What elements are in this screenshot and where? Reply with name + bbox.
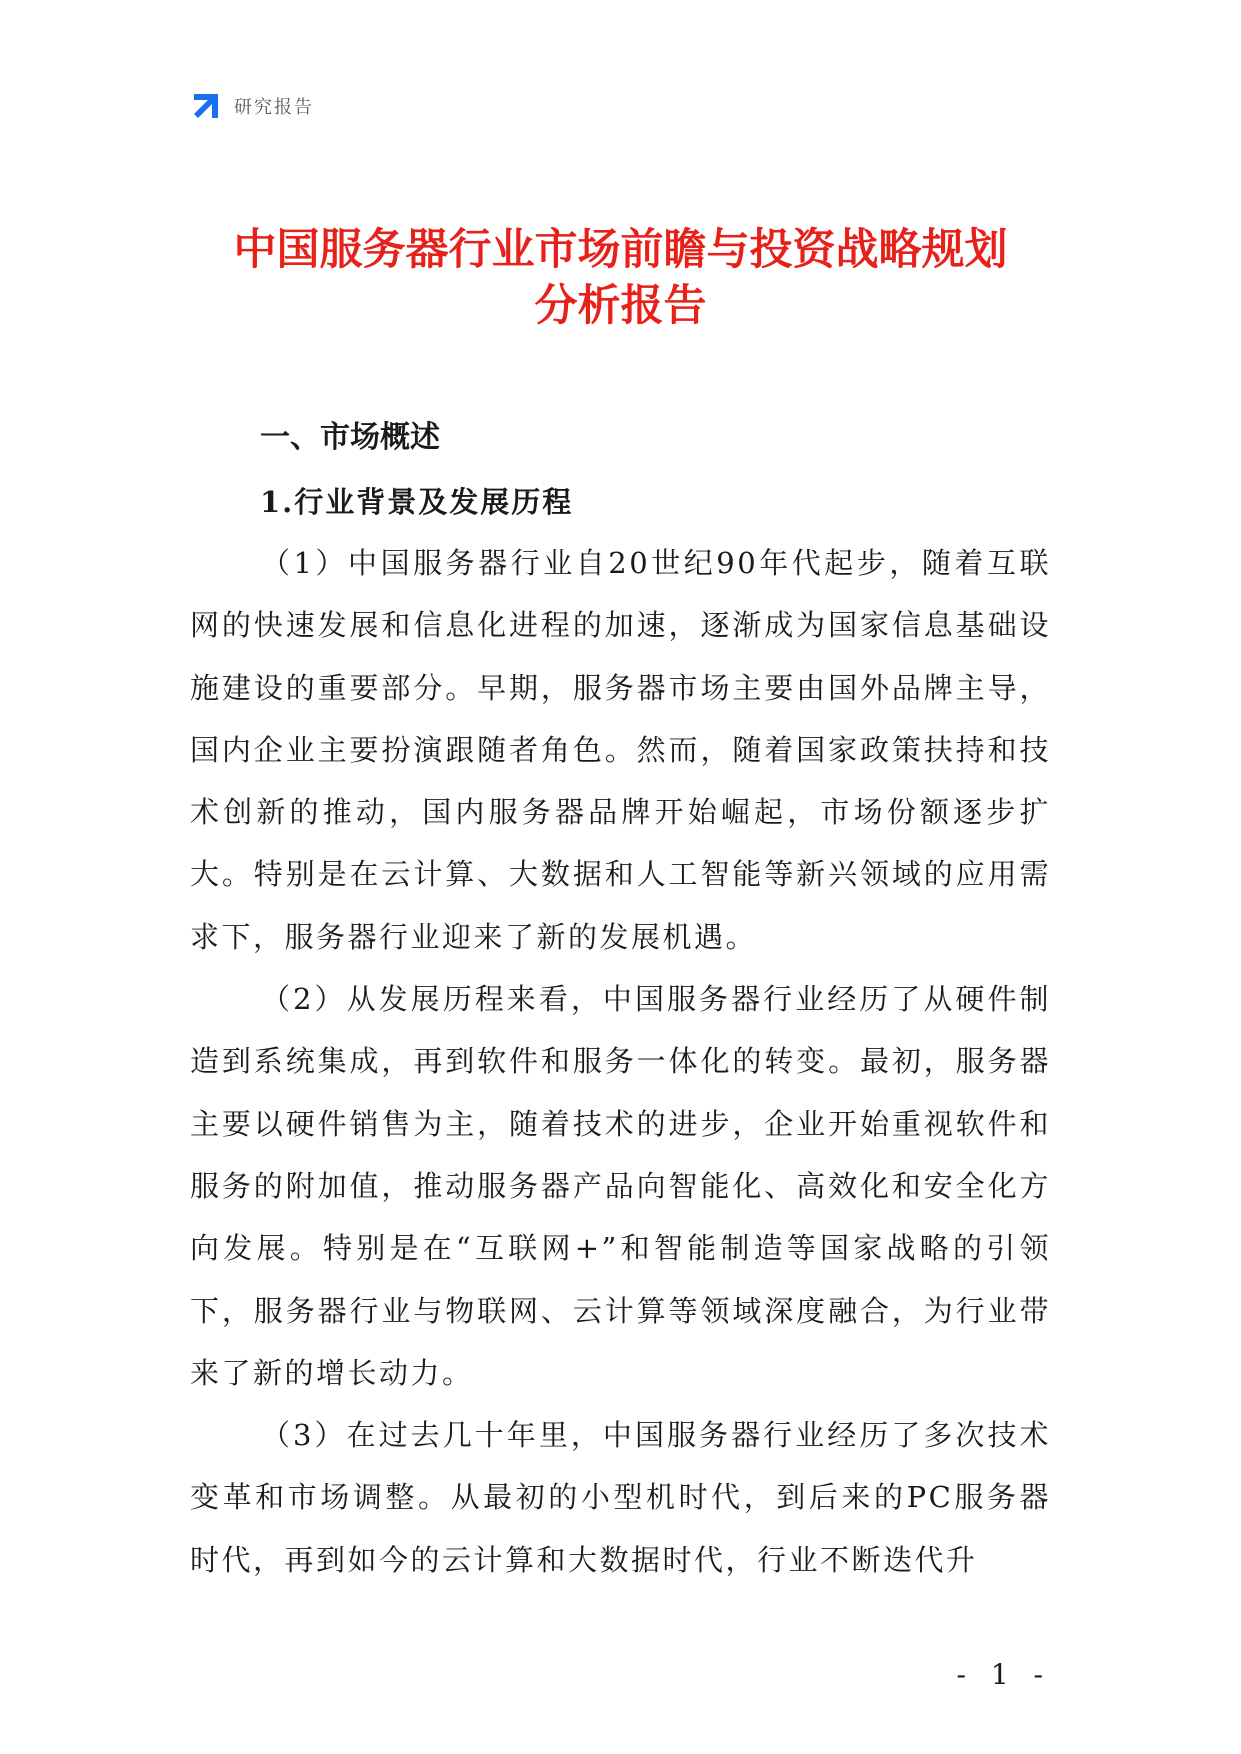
- page-number: - 1 -: [956, 1658, 1051, 1691]
- header-label: 研究报告: [234, 97, 314, 118]
- title-line-2: 分析报告: [534, 281, 707, 331]
- body-text: [190, 532, 1051, 1591]
- page-header: [190, 90, 314, 122]
- paragraph-2: （2）从发展历程来看，中国服务器行业经历了从硬件制造到系统集成，再到软件和服务一体化的转变。最初，服务器主要以硬件销售为主，随着技术的进步，企业开始重视软件和服务的附加值，推动服务器产品向智能化、高效化和安全化方向发展。特别是在“互联网+”和智能制造等国家战略的引领下，服务器行业与物联网、云计算等领域深度融合，为行业带来了新的增长动力。: [190, 982, 1051, 1390]
- paragraph-1: （1）中国服务器行业自20世纪90年代起步，随着互联网的快速发展和信息化进程的加速，逐渐成为国家信息基础设施建设的重要部分。早期，服务器市场主要由国外品牌主导，国内企业主要扮演跟随者角色。然而，随着国家政策扶持和技术创新的推动，国内服务器品牌开始崛起，市场份额逐步扩大。特别是在云计算、大数据和人工智能等新兴领域的应用需求下，服务器行业迎来了新的发展机遇。: [190, 546, 1051, 954]
- section-heading: 一、市场概述: [260, 420, 440, 455]
- arrow-logo-icon: [190, 90, 222, 122]
- sub-heading: 1.行业背景及发展历程: [260, 485, 574, 519]
- document-title: [150, 222, 1091, 334]
- title-line-1: 中国服务器行业市场前瞻与投资战略规划: [233, 225, 1008, 275]
- paragraph-3: （3）在过去几十年里，中国服务器行业经历了多次技术变革和市场调整。从最初的小型机时代，到后来的PC服务器时代，再到如今的云计算和大数据时代，行业不断迭代升: [190, 1418, 1051, 1577]
